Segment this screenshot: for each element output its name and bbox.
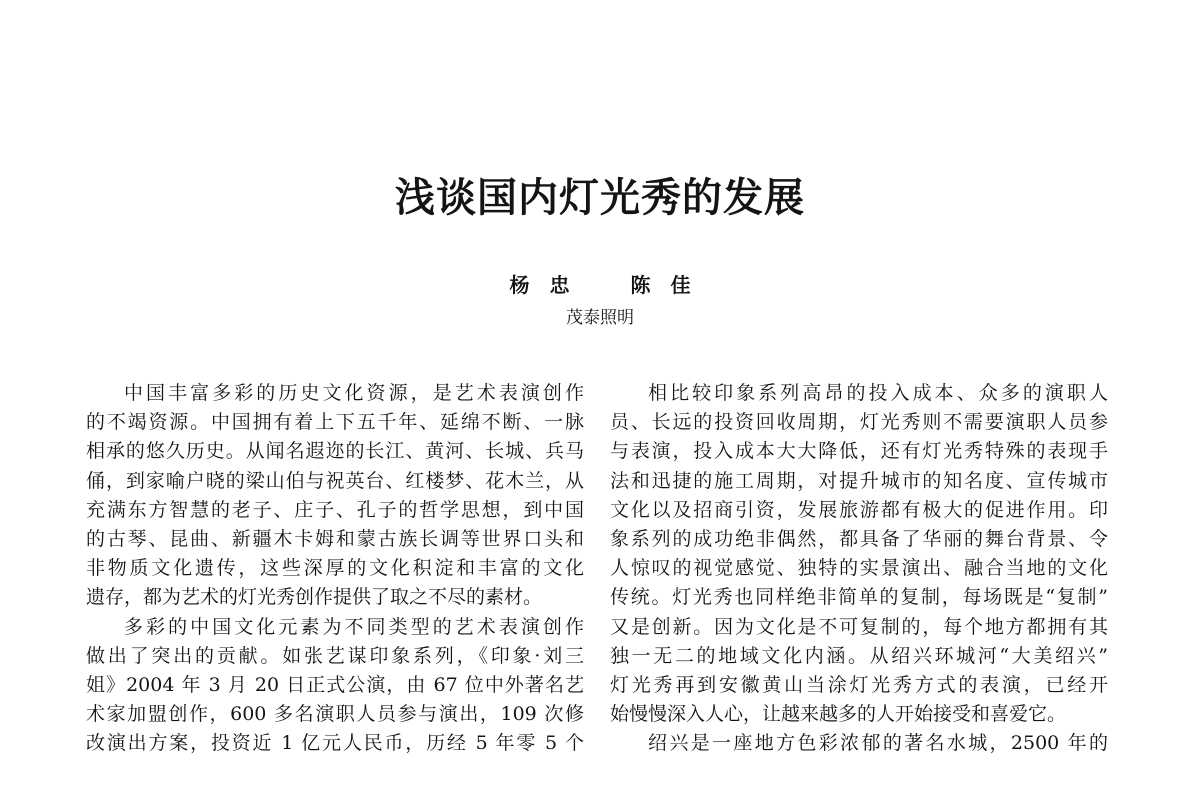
text-line: 非物质文化遗传，这些深厚的文化积淀和丰富的文化 [86,557,584,580]
text-line: 象系列的成功绝非偶然，都具备了华丽的舞台背景、令 [610,527,1108,550]
text-line: 员、长远的投资回收周期，灯光秀则不需要演职人员参 [610,411,1108,434]
right-column [610,379,1108,758]
text-line: 独一无二的地域文化内涵。从绍兴环城河“大美绍兴” [610,644,1108,667]
text-line: 的不竭资源。中国拥有着上下五千年、延绵不断、一脉 [86,411,584,434]
text-line: 的古琴、昆曲、新疆木卡姆和蒙古族长调等世界口头和 [86,527,584,550]
text-line: 遗存，都为艺术的灯光秀创作提供了取之不尽的素材。 [86,586,543,609]
article-title: 浅谈国内灯光秀的发展 [395,175,805,221]
author-affiliation: 茂泰照明 [566,308,634,328]
text-line: 中国丰富多彩的历史文化资源，是艺术表演创作 [124,382,584,404]
article-authors: 杨忠 陈佳 [509,273,711,297]
text-line: 文化以及招商引资，发展旅游都有极大的促进作用。印 [610,498,1108,521]
text-line: 多彩的中国文化元素为不同类型的艺术表演创作 [124,615,584,638]
text-line: 人惊叹的视觉感觉、独特的实景演出、融合当地的文化 [610,557,1108,580]
text-line: 俑，到家喻户晓的梁山伯与祝英台、红楼梦、花木兰，从 [86,469,584,492]
text-line: 做出了突出的贡献。如张艺谋印象系列，《印象·刘三 [86,644,584,667]
text-line: 改演出方案，投资近 1 亿元人民币，历经 5 年零 5 个 [86,732,584,755]
text-line: 姐》2004 年 3 月 20 日正式公演，由 67 位中外著名艺 [86,673,584,696]
text-line: 与表演，投入成本大大降低，还有灯光秀特殊的表现手 [610,440,1108,463]
left-column [86,379,584,758]
text-line: 又是创新。因为文化是不可复制的，每个地方都拥有其 [610,615,1108,638]
text-line: 传统。灯光秀也同样绝非简单的复制，每场既是“复制” [610,586,1108,609]
text-line: 始慢慢深入人心，让越来越多的人开始接受和喜爱它。 [610,703,1067,726]
text-line: 灯光秀再到安徽黄山当涂灯光秀方式的表演，已经开 [610,673,1108,696]
text-line: 绍兴是一座地方色彩浓郁的著名水城，2500 年的 [648,732,1108,755]
text-line: 法和迅捷的施工周期，对提升城市的知名度、宣传城市 [610,469,1108,492]
text-line: 相比较印象系列高昂的投入成本、众多的演职人 [648,382,1108,404]
text-line: 相承的悠久历史。从闻名遐迩的长江、黄河、长城、兵马 [86,440,584,463]
text-line: 充满东方智慧的老子、庄子、孔子的哲学思想，到中国 [86,498,584,521]
text-line: 术家加盟创作，600 多名演职人员参与演出，109 次修 [86,703,584,726]
